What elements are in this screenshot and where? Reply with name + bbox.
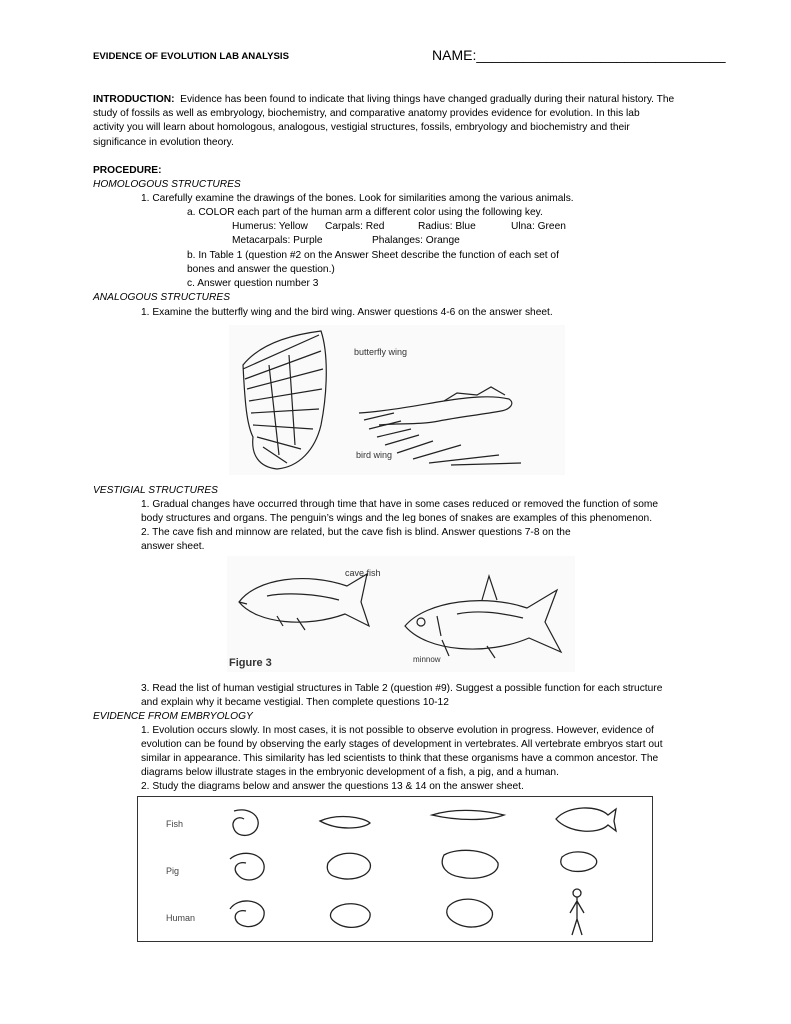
introduction-line-4: significance in evolution theory. [93, 136, 234, 148]
embryology-heading: EVIDENCE FROM EMBRYOLOGY [93, 711, 253, 722]
pig-row-label: Pig [166, 866, 180, 876]
vestigial-step-3-line-2: and explain why it became vestigial. Then complete questions 10-12 [141, 697, 449, 708]
key-metacarpals: Metacarpals: Purple [232, 235, 323, 246]
minnow-label: minnow [413, 655, 441, 664]
embryology-step-1-line-1: 1. Evolution occurs slowly. In most cases, it is not possible to observe evolution in progress. However, evidence of [141, 725, 654, 736]
human-row-label: Human [166, 913, 196, 923]
vestigial-step-3-line-1: 3. Read the list of human vestigial structures in Table 2 (question #9). Suggest a possible function for each structure [141, 683, 663, 694]
homologous-step-1: 1. Carefully examine the drawings of the bones. Look for similarities among the various animals. [141, 193, 574, 204]
introduction-line-1: Evidence has been found to indicate that living things have changed gradually during their natural history. The [180, 94, 675, 105]
embryo-figure [137, 796, 653, 942]
embryo-drawing [138, 797, 652, 941]
introduction-section [93, 93, 713, 150]
analogous-heading: ANALOGOUS STRUCTURES [93, 292, 230, 303]
vestigial-step-2-line-1: 2. The cave fish and minnow are related, but the cave fish is blind. Answer questions 7-8 on the [141, 527, 571, 538]
embryology-step-1-line-2: evolution can be found by observing the early stages of development in vertebrates. All vertebrate embryos start out [141, 739, 663, 750]
vestigial-heading: VESTIGIAL STRUCTURES [93, 485, 218, 496]
introduction-line-3: activity you will learn about homologous, analogous, vestigial structures, fossils, embryology and biochemistry and their [93, 122, 630, 134]
name-field-label[interactable]: NAME:________________________________ [432, 47, 726, 63]
vestigial-step-1-line-1: 1. Gradual changes have occurred through time that have in some cases reduced or removed the function of some [141, 499, 659, 510]
introduction-line-2: study of fossils as well as embryology, biochemistry, and comparative anatomy provides evidence for evolution. In this lab [93, 108, 640, 120]
wing-figure [229, 325, 565, 475]
document-title: EVIDENCE OF EVOLUTION LAB ANALYSIS [93, 51, 289, 62]
homologous-step-a: a. COLOR each part of the human arm a different color using the following key. [187, 207, 543, 218]
homologous-step-b-line-2: bones and answer the question.) [187, 264, 335, 275]
procedure-label: PROCEDURE: [93, 165, 162, 176]
vestigial-step-1-line-2: body structures and organs. The penguin’s wings and the leg bones of snakes are examples of this phenomenon. [141, 513, 653, 524]
homologous-step-c: c. Answer question number 3 [187, 278, 319, 289]
vestigial-step-2-line-2: answer sheet. [141, 541, 205, 552]
fish-drawing [227, 556, 575, 672]
cave-fish-label: cave fish [345, 568, 381, 578]
homologous-heading: HOMOLOGOUS STRUCTURES [93, 179, 241, 190]
embryology-step-1-line-3: similar in appearance. This similarity has led scientists to think that these organisms have a common ancestor. The [141, 753, 659, 764]
homologous-step-b-line-1: b. In Table 1 (question #2 on the Answer Sheet describe the function of each set of [187, 250, 559, 261]
embryology-step-2: 2. Study the diagrams below and answer the questions 13 & 14 on the answer sheet. [141, 781, 524, 792]
key-phalanges: Phalanges: Orange [372, 235, 460, 246]
key-carpals: Carpals: Red [325, 221, 385, 232]
fish-row-label: Fish [166, 819, 184, 829]
analogous-step-1: 1. Examine the butterfly wing and the bird wing. Answer questions 4-6 on the answer sheet. [141, 307, 553, 318]
bird-wing-label: bird wing [356, 450, 393, 460]
embryology-step-1-line-4: diagrams below illustrate stages in the embryonic development of a fish, a pig, and a human. [141, 767, 559, 778]
fish-figure [227, 556, 575, 672]
wing-drawing [229, 325, 565, 475]
figure-3-caption: Figure 3 [229, 657, 272, 669]
introduction-label: INTRODUCTION: [93, 94, 175, 105]
key-humerus: Humerus: Yellow [232, 221, 308, 232]
key-radius: Radius: Blue [418, 221, 476, 232]
butterfly-wing-label: butterfly wing [354, 347, 408, 357]
key-ulna: Ulna: Green [511, 221, 566, 232]
